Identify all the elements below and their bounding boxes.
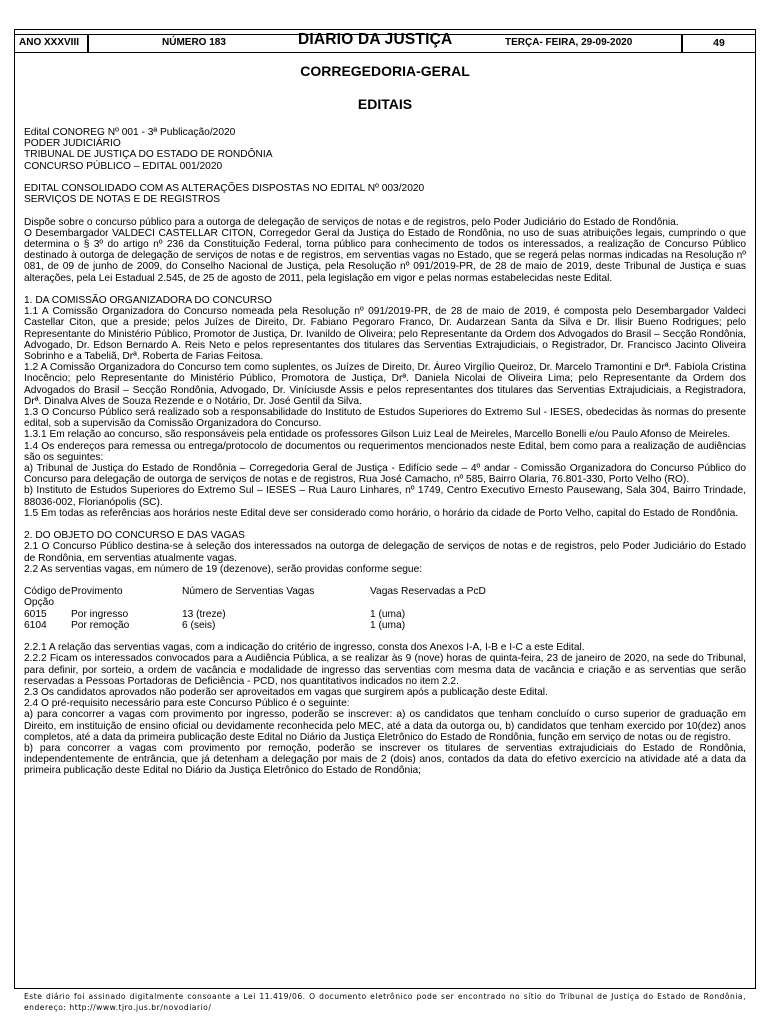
edital-heading [24,127,746,172]
paragraph: 1.3.1 Em relação ao concurso, são responsáveis pela entidade os professores Gilson Luiz Leal de Meireles, Marcello Bonelli e/ou Paulo Afonso de Meireles. [24,429,731,441]
table-cell: Por remoção [71,619,130,631]
table-cell: 6 (seis) [182,619,216,631]
table-header-cell: Vagas Reservadas a PcD [370,586,486,598]
table-cell: 6104 [24,619,47,631]
paragraph: 2.4 O pré-requisito necessário para este Concurso Público é o seguinte: [24,698,350,710]
vacancies-table [24,586,486,631]
paragraph: 1.3 O Concurso Público será realizado sob a responsabilidade do Instituto de Estudos Superiores do Extremo Sul - IESES, obedecidas às normas do presente edital, sob a supervisão da Comissão Organizadora do Concurso. [24,407,746,430]
table-header-cell: Número de Serventias Vagas [182,586,315,598]
section-heading: 1. DA COMISSÃO ORGANIZADORA DO CONCURSO [24,295,272,306]
section-1 [24,295,746,519]
text-line: CONCURSO PÚBLICO – EDITAL 001/2020 [24,160,223,172]
paragraph: 2.3 Os candidatos aprovados não poderão ser aproveitados em vagas que surgirem após a publicação deste Edital. [24,687,548,699]
table-header-cell: Código de Opção [24,586,71,609]
section-2-continued [24,642,746,776]
document-body [24,127,746,777]
paragraph: 1.2 A Comissão Organizadora do Concurso tem como suplentes, os Juízes de Direito, Dr. Áureo Virgílio Queiroz, Dr. Marcelo Tramontini e Drª. Fabíola Cristina Inocêncio; pelo Representante do Ministério Público, Promotora de Justiça, Drª. Daniela Nicolai de Oliveira Lima; pelo Representante da Ordem dos Advogados do Brasil – Secção Rondônia, Advogado, Dr. Viníciusde Assis e pelos representantes dos titulares das Serventias Extrajudiciais, a Registradora, Drª. Dinalva Alves de Souza Rezende e o Notário, Dr. José Gentil da Silva. [24,362,746,407]
text-line: SERVIÇOS DE NOTAS E DE REGISTROS [24,194,221,206]
journal-header [14,31,756,55]
paragraph: 2.2.1 A relação das serventias vagas, com a indicação do critério de ingresso, consta dos Anexos I-A, I-B e I-C a este Edital. [24,642,585,654]
section-2 [24,530,746,575]
paragraph: 2.2 As serventias vagas, em número de 19 (dezenove), serão providas conforme segue: [24,563,423,575]
intro-section [24,217,746,284]
text-line: EDITAL CONSOLIDADO COM AS ALTERAÇÕES DISPOSTAS NO EDITAL Nº 003/2020 [24,183,425,194]
paragraph: a) para concorrer a vagas com provimento por ingresso, poderão se inscrever: a) os candidatos que tenham concluído o curso superior de graduação em Direito, em instituição de ensino oficial ou devidamente reconhecida pelo MEC, até a data da outorga ou, b) candidatos que tenham exercido por 10(dez) anos completos, até a data da primeira publicação deste Edital no Diário da Justiça Eletrônico do Estado de Rondônia, função em serviço de notas ou de registro. [24,709,746,743]
table-cell: 1 (uma) [370,619,406,631]
issue-date: TERÇA- FEIRA, 29-09-2020 [505,37,633,48]
text-line: TRIBUNAL DE JUSTIÇA DO ESTADO DE RONDÔNIA [24,149,273,161]
paragraph: 1.1 A Comissão Organizadora do Concurso nomeada pela Resolução nº 091/2019-PR, de 28 de maio de 2019, é composta pelo Desembargador Valdeci Castellar Citon, que a preside; pelos Juízes de Direito, Dr. Fabiano Pegoraro Franco, Dr. Audarzean Santa da Silva e Dr. Ilisir Bueno Rodrigues; pelo Representante do Ministério Público, Promotor de Justiça, Dr. Ivanildo de Oliveira; pelo Representante da Ordem dos Advogados do Brasil – Secção Rondônia, Advogado, Dr. Edson Bernardo A. Reis Neto e pelos representantes dos titulares das Serventias Extrajudiciais, o Registrador, Dr. Francisco Jacinto Oliveira Sobrinho e a Tabeliã, Drª. Roberta de Farias Feitosa. [24,306,746,363]
text-line: PODER JUDICIÁRIO [24,138,121,150]
text-line: Edital CONOREG Nº 001 - 3ª Publicação/2020 [24,127,236,138]
journal-title: DIARIO DA JUSTIÇA [298,31,453,48]
table-cell: Por ingresso [71,608,129,620]
paragraph: 2.1 O Concurso Público destina-se à seleção dos interessados na outorga de delegação de serviços de notas e de registros, pelo Poder Judiciário do Estado de Rondônia, em serventias atualmente vagas. [24,541,746,564]
table-row [24,609,486,620]
section-title: CORREGEDORIA-GERAL [300,63,470,79]
table-cell: 6015 [24,608,47,620]
subsection-title: EDITAIS [357,96,413,112]
paragraph: b) Instituto de Estudos Superiores do Extremo Sul – IESES – Rua Lauro Linhares, nº 1749, Centro Executivo Ernesto Pausewang, Sala 304, Bairro Trindade, 88036-002, Florianópolis (SC). [24,485,746,508]
section-heading: 2. DO OBJETO DO CONCURSO E DAS VAGAS [24,530,245,542]
table-header-cell: Provimento [71,586,123,598]
paragraph: 1.5 Em todas as referências aos horários neste Edital deve ser considerado como horário, o horário da cidade de Porto Velho, capital do Estado de Rondônia. [24,507,739,519]
page-number: 49 [682,34,756,53]
paragraph: a) Tribunal de Justiça do Estado de Rondônia – Corregedoria Geral de Justiça - Edifício sede – 4º andar - Comissão Organizadora do Concurso Público do Concurso para delegação de outorga de serviços de notas e de registros, Rua José Camacho, nº 585, Bairro Olaria, 76.801-330, Porto Velho (RO). [24,463,746,486]
consolidated-heading [24,183,746,205]
volume-year: ANO XXXVIII [14,34,88,53]
table-cell: 1 (uma) [370,608,406,620]
table-row [24,620,486,631]
paragraph: 1.4 Os endereços para remessa ou entrega/protocolo de documentos ou requerimentos mencionados neste Edital, bem como para a realização de audiências são os seguintes: [24,440,746,463]
table-header-row [24,586,486,608]
table-cell: 13 (treze) [182,608,226,620]
paragraph: b) para concorrer a vagas com provimento por remoção, poderão se inscrever os titulares de serventias extrajudiciais do Estado de Rondônia, independentemente de entrância, que já detenham a delegação por mais de 2 (dois) anos, contados da data do efetivo exercício na atividade até a data da primeira publicação deste Edital no Diário da Justiça Eletrônico do Estado de Rondônia; [24,743,746,777]
paragraph: Dispõe sobre o concurso público para a outorga de delegação de serviços de notas e de registros, pelo Poder Judiciário do Estado de Rondônia. [24,216,679,228]
issue-number: NÚMERO 183 [162,37,226,48]
paragraph: O Desembargador VALDECI CASTELLAR CITON, Corregedor Geral da Justiça do Estado de Rondônia, no uso de suas atribuições legais, cumprindo o que determina o § 3º do artigo nº 236 da Constituição Federal, torna público para conhecimento de todos os interessados, a realização de Concurso Público destinado à outorga de delegação de serviços de notas e de registros, em serventias vagas no Estado, que se regerá pelas normas indicadas na Resolução nº 081, de 09 de junho de 2009, do Conselho Nacional de Justiça, pela Resolução nº 091/2019-PR, de 28 de maio de 2019, deste Tribunal de Justiça e suas alterações, pela Lei Estadual 2.545, de 25 de agosto de 2011, pela legislação em vigor e pelas normas estabelecidas neste Edital. [24,227,746,284]
paragraph: 2.2.2 Ficam os interessados convocados para a Audiência Pública, a se realizar às 9 (nove) horas de quinta-feira, 23 de janeiro de 2020, na sede do Tribunal, para definir, por sorteio, a ordem de vacância e modalidade de ingresso das serventias com mesma data de vacância e criação e as serventias que serão reservadas a Pessoas Portadoras de Deficiência - PCD, nos quantitativos indicados no item 2.2. [24,653,746,687]
header-center [88,31,682,53]
digital-signature-footer: Este diário foi assinado digitalmente consoante a Lei 11.419/06. O documento eletrônico pode ser encontrado no sítio do Tribunal de Justiça do Estado de Rondônia, endereço: http://www.tjro.jus.br/novodiario/ [24,992,746,1012]
